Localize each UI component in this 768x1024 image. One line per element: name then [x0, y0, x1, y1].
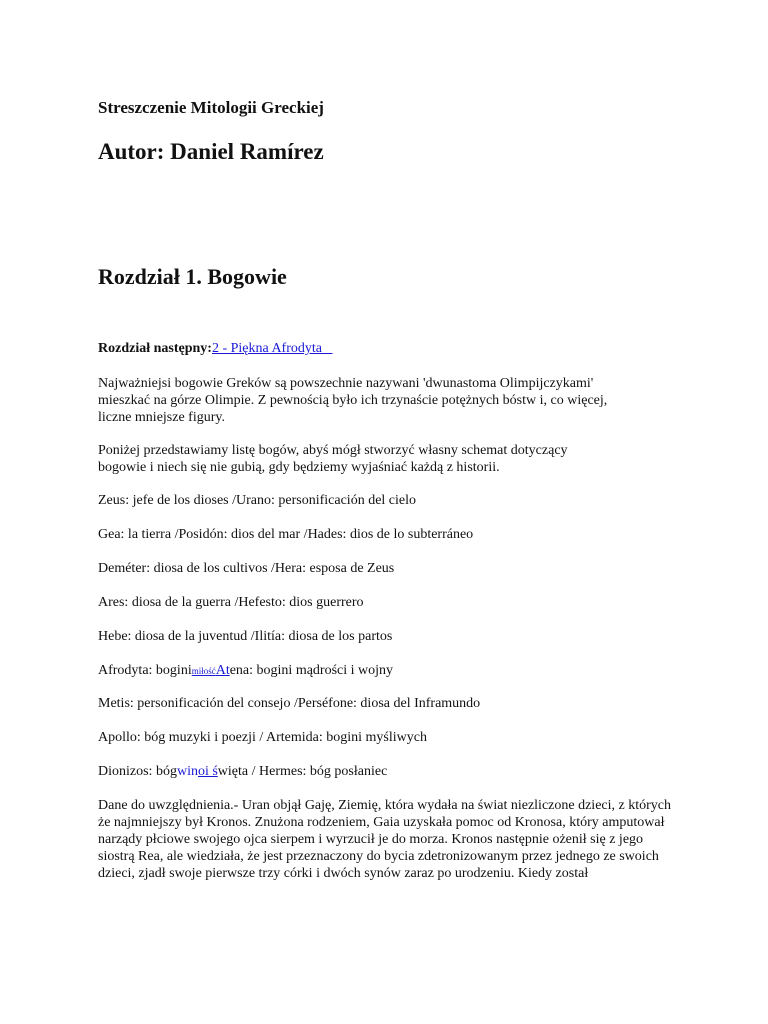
gods-line: Metis: personificación del consejo /Perséfone: diosa del Inframundo: [98, 696, 481, 711]
gods-line-dionizos: [98, 763, 387, 780]
gods-line-text: Dionizos: bóg: [98, 764, 177, 779]
paragraph-line: narządy płciowe swojego ojca sierpem i wyrzucił je do morza. Kronos następnie ożenił się z jego: [98, 832, 644, 847]
gods-line: Hebe: diosa de la juventud /Ilitía: diosa de los partos: [98, 629, 393, 644]
paragraph-line: Najważniejsi bogowie Greków są powszechnie nazywani 'dwunastoma Olimpijczykami': [98, 376, 594, 391]
paragraph-line: dzieci, zjadł swoje pierwsze trzy córki i dwóch synów zaraz po urodzeniu. Kiedy został: [98, 866, 589, 881]
gods-line: Gea: la tierra /Posidón: dios del mar /Hades: dios de lo subterráneo: [98, 527, 474, 542]
chapter-title: Rozdział 1. Bogowie: [98, 264, 287, 289]
next-chapter-line: [98, 341, 332, 357]
gods-line-text: Afrodyta: bogini: [98, 663, 192, 678]
gods-line: Zeus: jefe de los dioses /Urano: personificación del cielo: [98, 493, 417, 508]
document-subtitle: Streszczenie Mitologii Greckiej: [98, 98, 324, 117]
feast-link[interactable]: i ś: [204, 764, 218, 779]
document-author: Autor: Daniel Ramírez: [98, 139, 324, 164]
paragraph-line: bogowie i niech się nie gubią, gdy będziemy wyjaśniać każdą z historii.: [98, 460, 500, 475]
intro-paragraph: [98, 375, 607, 426]
paragraph-line: liczne mniejsze figury.: [98, 410, 225, 425]
next-chapter-label: Rozdział następny:: [98, 341, 212, 356]
love-link[interactable]: miłość: [191, 666, 216, 676]
paragraph-line: Dane do uwzględnienia.- Uran objął Gaję, Ziemię, która wydała na świat niezliczone dzieci, z których: [98, 798, 671, 813]
closing-paragraph: [98, 797, 671, 882]
atena-link[interactable]: At: [215, 663, 230, 678]
paragraph-line: Poniżej przedstawiamy listę bogów, abyś mógł stworzyć własny schemat dotyczący: [98, 443, 568, 458]
wine-link[interactable]: win: [176, 764, 198, 779]
next-chapter-link-trailing-space[interactable]: [322, 341, 333, 356]
paragraph-line: siostrą Rea, ale wiedziała, że jest przeznaczony do bycia zdetronizowanym przez jednego ze swoich: [98, 849, 659, 864]
gods-line: Apollo: bóg muzyki i poezji / Artemida: bogini myśliwych: [98, 730, 427, 745]
gods-line-text: ena: bogini mądrości i wojny: [229, 663, 394, 678]
gods-line-text: więta / Hermes: bóg posłaniec: [217, 764, 388, 779]
gods-line-afrodyta: [98, 662, 393, 680]
next-chapter-link[interactable]: 2 - Piękna Afrodyta: [211, 341, 322, 356]
paragraph-line: mieszkać na górze Olimpie. Z pewnością było ich trzynaście potężnych bóstw i, co więcej,: [98, 393, 608, 408]
wine-link-underlined[interactable]: o: [197, 764, 205, 779]
gods-line: Deméter: diosa de los cultivos /Hera: esposa de Zeus: [98, 561, 395, 576]
paragraph-line: że najmniejszy był Kronos. Znużona rodzeniem, Gaia uzyskała pomoc od Kronosa, który amputował: [98, 815, 665, 830]
gods-line: Ares: diosa de la guerra /Hefesto: dios guerrero: [98, 595, 364, 610]
list-intro-paragraph: [98, 442, 568, 476]
